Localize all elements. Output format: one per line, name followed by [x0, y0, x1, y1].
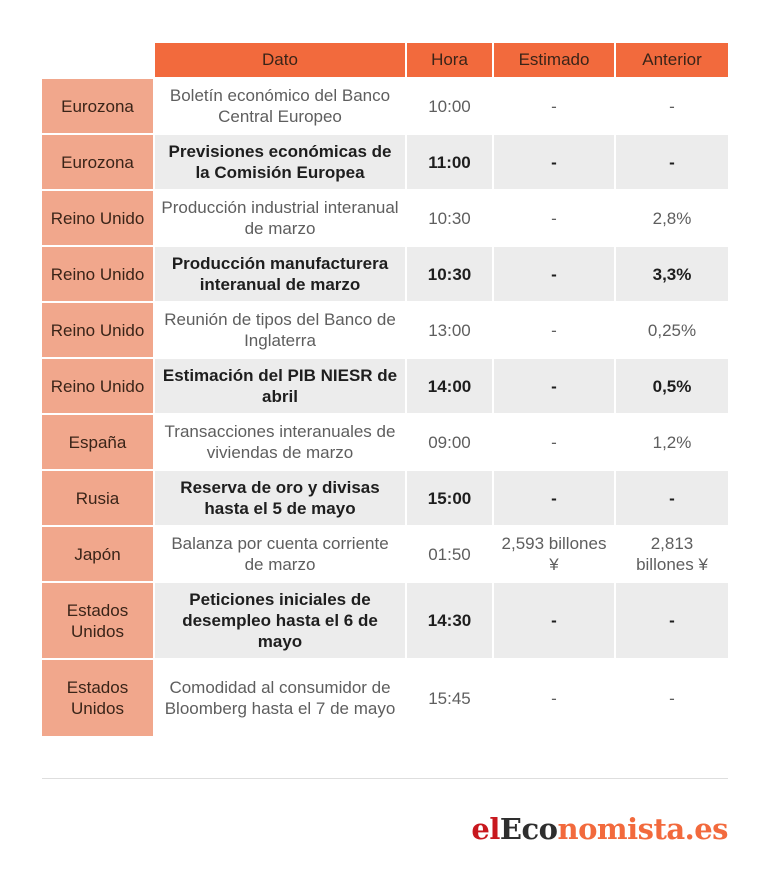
- table-row: [42, 190, 728, 246]
- dato-cell: Peticiones iniciales de desempleo hasta el 6 de mayo: [154, 582, 406, 659]
- country-cell: Reino Unido: [42, 190, 154, 246]
- dato-cell: Reunión de tipos del Banco de Inglaterra: [154, 302, 406, 358]
- anterior-cell: -: [615, 470, 728, 526]
- country-cell: Estados Unidos: [42, 659, 154, 736]
- estimado-cell: -: [493, 302, 615, 358]
- country-cell: Reino Unido: [42, 246, 154, 302]
- anterior-cell: -: [615, 582, 728, 659]
- table-row: [42, 358, 728, 414]
- dato-cell: Producción industrial interanual de marzo: [154, 190, 406, 246]
- anterior-cell: 2,8%: [615, 190, 728, 246]
- hora-cell: 15:00: [406, 470, 493, 526]
- estimado-cell: -: [493, 246, 615, 302]
- eleconomista-logo: [471, 812, 728, 846]
- dato-cell: Transacciones interanuales de viviendas de marzo: [154, 414, 406, 470]
- dato-cell: Producción manufacturera interanual de marzo: [154, 246, 406, 302]
- hora-cell: 11:00: [406, 134, 493, 190]
- hora-cell: 14:00: [406, 358, 493, 414]
- table-row: [42, 659, 728, 736]
- country-cell: Reino Unido: [42, 358, 154, 414]
- country-cell: Eurozona: [42, 78, 154, 134]
- header-blank: [42, 43, 154, 78]
- anterior-cell: 0,25%: [615, 302, 728, 358]
- table-row: [42, 582, 728, 659]
- logo-part-nomista: nomista.es: [557, 812, 728, 846]
- header-estimado: Estimado: [493, 43, 615, 78]
- hora-cell: 10:30: [406, 246, 493, 302]
- dato-cell: Comodidad al consumidor de Bloomberg hasta el 7 de mayo: [154, 659, 406, 736]
- header-dato: Dato: [154, 43, 406, 78]
- table-row: [42, 246, 728, 302]
- hora-cell: 10:00: [406, 78, 493, 134]
- anterior-cell: 2,813 billones ¥: [615, 526, 728, 582]
- country-cell: Japón: [42, 526, 154, 582]
- header-row: [42, 43, 728, 78]
- dato-cell: Reserva de oro y divisas hasta el 5 de mayo: [154, 470, 406, 526]
- country-cell: Eurozona: [42, 134, 154, 190]
- estimado-cell: -: [493, 414, 615, 470]
- estimado-cell: -: [493, 78, 615, 134]
- hora-cell: 14:30: [406, 582, 493, 659]
- estimado-cell: -: [493, 134, 615, 190]
- estimado-cell: -: [493, 190, 615, 246]
- table-row: [42, 526, 728, 582]
- hora-cell: 01:50: [406, 526, 493, 582]
- logo-part-eco: Eco: [499, 812, 558, 846]
- country-cell: España: [42, 414, 154, 470]
- hora-cell: 15:45: [406, 659, 493, 736]
- header-anterior: Anterior: [615, 43, 728, 78]
- logo-part-el: el: [471, 812, 500, 846]
- table-row: [42, 302, 728, 358]
- anterior-cell: -: [615, 659, 728, 736]
- anterior-cell: -: [615, 78, 728, 134]
- table-row: [42, 78, 728, 134]
- hora-cell: 13:00: [406, 302, 493, 358]
- footer-divider: [42, 778, 728, 779]
- hora-cell: 10:30: [406, 190, 493, 246]
- header-hora: Hora: [406, 43, 493, 78]
- dato-cell: Previsiones económicas de la Comisión Europea: [154, 134, 406, 190]
- estimado-cell: -: [493, 358, 615, 414]
- hora-cell: 09:00: [406, 414, 493, 470]
- table-row: [42, 470, 728, 526]
- anterior-cell: 3,3%: [615, 246, 728, 302]
- estimado-cell: -: [493, 582, 615, 659]
- anterior-cell: 0,5%: [615, 358, 728, 414]
- estimado-cell: -: [493, 470, 615, 526]
- dato-cell: Estimación del PIB NIESR de abril: [154, 358, 406, 414]
- economic-calendar-table: [42, 43, 728, 736]
- estimado-cell: 2,593 billones ¥: [493, 526, 615, 582]
- estimado-cell: -: [493, 659, 615, 736]
- anterior-cell: 1,2%: [615, 414, 728, 470]
- country-cell: Reino Unido: [42, 302, 154, 358]
- dato-cell: Boletín económico del Banco Central Europeo: [154, 78, 406, 134]
- table-row: [42, 134, 728, 190]
- table-row: [42, 414, 728, 470]
- country-cell: Rusia: [42, 470, 154, 526]
- country-cell: Estados Unidos: [42, 582, 154, 659]
- anterior-cell: -: [615, 134, 728, 190]
- dato-cell: Balanza por cuenta corriente de marzo: [154, 526, 406, 582]
